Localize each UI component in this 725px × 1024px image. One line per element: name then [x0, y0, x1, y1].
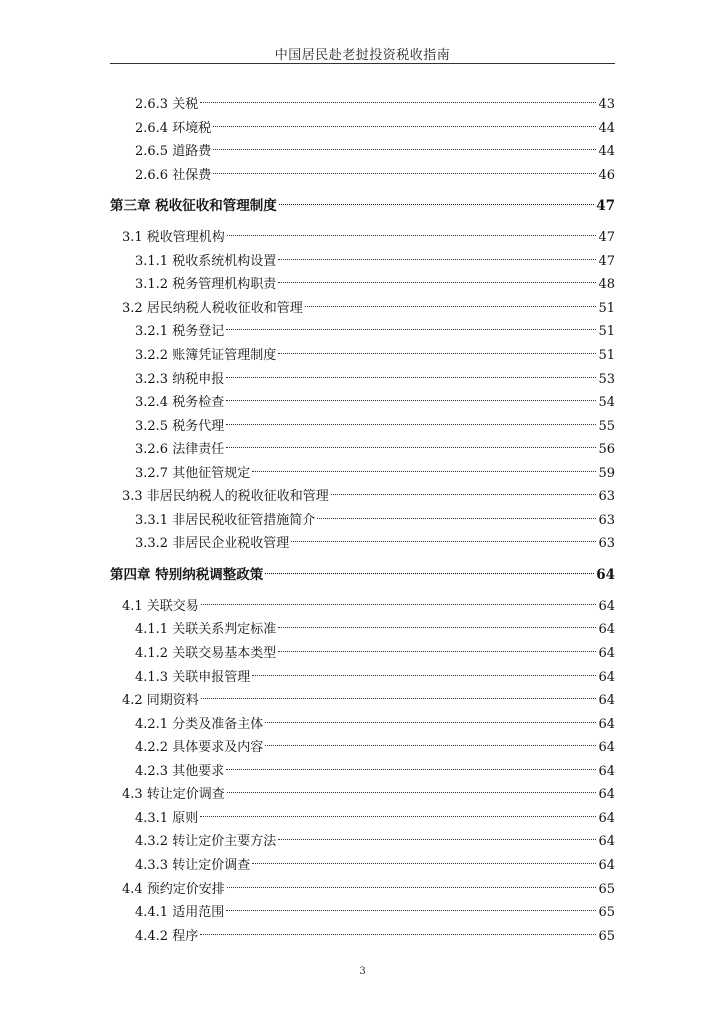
toc-entry-page: 47: [598, 253, 615, 269]
toc-entry-label: 2.6.6 社保费: [135, 167, 212, 183]
toc-entry[interactable]: [135, 385, 615, 411]
toc-entry[interactable]: [135, 338, 615, 363]
toc-entry[interactable]: [135, 87, 615, 112]
toc-leader-dots: [317, 498, 596, 519]
toc-entry[interactable]: [122, 777, 615, 803]
toc-entry[interactable]: [135, 707, 615, 732]
toc-entry-page: 64: [598, 693, 615, 709]
toc-leader-dots: [265, 702, 596, 723]
toc-entry[interactable]: [135, 111, 615, 136]
toc-entry-label: 4.2.1 分类及准备主体: [135, 716, 264, 732]
toc-entry-label: 4.3.2 转让定价主要方法: [135, 834, 277, 850]
toc-leader-dots: [226, 749, 596, 770]
toc-leader-dots: [226, 890, 596, 911]
toc-leader-dots: [278, 607, 596, 628]
toc-leader-dots: [213, 106, 596, 127]
toc-leader-dots: [279, 184, 595, 205]
toc-entry-label: 4.1.2 关联交易基本类型: [135, 646, 277, 661]
toc-entry-page: 47: [596, 198, 615, 215]
toc-entry-label: 3.2.1 税务登记: [135, 324, 225, 340]
toc-entry-page: 51: [598, 324, 615, 340]
toc-entry[interactable]: [122, 683, 615, 709]
toc-entry-label: 3.2.5 税务代理: [135, 418, 225, 434]
toc-entry-page: 64: [598, 622, 615, 638]
toc-entry-page: 55: [598, 418, 615, 434]
toc-entry-label: 2.6.3 关税: [135, 97, 199, 112]
toc-entry-page: 64: [596, 566, 615, 583]
toc-leader-dots: [227, 867, 597, 888]
toc-entry-page: 59: [598, 465, 615, 481]
toc-entry[interactable]: [135, 895, 615, 921]
toc-entry-page: 44: [598, 120, 615, 136]
toc-entry[interactable]: [135, 267, 615, 293]
toc-entry-label: 3.3 非居民纳税人的税收征收和管理: [122, 489, 329, 505]
toc-entry[interactable]: [135, 456, 615, 481]
toc-entry[interactable]: [122, 291, 615, 316]
toc-entry-label: 4.2 同期资料: [122, 693, 199, 709]
toc-entry-label: 4.1.3 关联申报管理: [135, 669, 251, 685]
toc-entry-page: 51: [598, 347, 615, 363]
toc-entry-page: 65: [598, 905, 615, 921]
toc-leader-dots: [278, 631, 596, 652]
toc-entry[interactable]: [135, 526, 615, 552]
toc-entry[interactable]: [135, 754, 615, 779]
toc-entry-label: 3.3.2 非居民企业税收管理: [135, 536, 290, 552]
toc-entry-page: 63: [598, 489, 615, 505]
toc-entry-page: 64: [598, 810, 615, 826]
toc-leader-dots: [278, 239, 596, 260]
toc-chapter-entry[interactable]: [110, 558, 615, 583]
toc-entry-page: 64: [598, 857, 615, 873]
header-divider: [110, 63, 615, 64]
toc-leader-dots: [200, 914, 596, 935]
toc-entry[interactable]: [122, 589, 615, 614]
toc-entry-page: 65: [598, 928, 615, 944]
toc-entry[interactable]: [135, 919, 615, 944]
toc-entry-page: 48: [598, 277, 615, 293]
toc-leader-dots: [278, 333, 596, 354]
toc-leader-dots: [265, 725, 596, 746]
toc-entry-label: 3.2.2 账簿凭证管理制度: [135, 347, 277, 363]
toc-entry-label: 2.6.4 环境税: [135, 120, 212, 136]
toc-entry-label: 2.6.5 道路费: [135, 144, 212, 160]
toc-entry-label: 第三章 税收征收和管理制度: [110, 198, 277, 215]
toc-entry-label: 3.1 税收管理机构: [122, 230, 225, 246]
toc-entry-page: 65: [598, 881, 615, 897]
toc-entry-page: 44: [598, 144, 615, 160]
toc-leader-dots: [213, 153, 596, 174]
toc-entry[interactable]: [122, 872, 615, 897]
toc-entry[interactable]: [135, 314, 615, 340]
page-number: 3: [359, 966, 366, 977]
toc-entry-page: 63: [598, 512, 615, 528]
toc-leader-dots: [265, 553, 594, 574]
toc-leader-dots: [278, 262, 596, 283]
toc-leader-dots: [227, 772, 597, 793]
toc-leader-dots: [291, 521, 596, 542]
toc-entry-label: 4.2.2 具体要求及内容: [135, 740, 264, 756]
toc-entry[interactable]: [135, 432, 615, 458]
toc-entry[interactable]: [135, 636, 615, 661]
toc-leader-dots: [226, 357, 596, 378]
toc-entry-label: 3.2.3 纳税申报: [135, 371, 225, 387]
toc-entry-page: 64: [598, 646, 615, 661]
toc-entry[interactable]: [135, 801, 615, 826]
toc-entry-page: 64: [598, 716, 615, 732]
toc-leader-dots: [278, 819, 596, 840]
toc-entry[interactable]: [135, 362, 615, 387]
toc-chapter-entry[interactable]: [110, 189, 615, 215]
toc-entry-label: 3.2.6 法律责任: [135, 442, 225, 458]
toc-entry-label: 4.2.3 其他要求: [135, 763, 225, 779]
toc-entry-page: 64: [598, 669, 615, 685]
toc-entry-page: 54: [598, 395, 615, 411]
toc-entry-page: 47: [598, 230, 615, 246]
toc-entry-label: 4.3 转让定价调查: [122, 787, 225, 803]
toc-entry-label: 3.2.4 税务检查: [135, 395, 225, 411]
toc-entry-label: 3.2 居民纳税人税收征收和管理: [122, 300, 303, 316]
toc-entry-label: 4.1 关联交易: [122, 598, 199, 614]
toc-entry[interactable]: [135, 612, 615, 638]
toc-leader-dots: [252, 451, 596, 472]
toc-entry[interactable]: [135, 244, 615, 269]
toc-entry-page: 53: [598, 371, 615, 387]
toc-entry[interactable]: [135, 660, 615, 685]
toc-entry-page: 64: [598, 787, 615, 803]
toc-leader-dots: [226, 404, 596, 425]
toc-entry-label: 4.3.1 原则: [135, 810, 199, 826]
toc-entry-label: 4.4.1 适用范围: [135, 905, 225, 921]
toc-entry-page: 64: [598, 834, 615, 850]
running-header: 中国居民赴老挝投资税收指南: [274, 48, 451, 63]
toc-leader-dots: [200, 796, 596, 817]
toc-leader-dots: [226, 309, 596, 330]
toc-entry-label: 第四章 特别纳税调整政策: [110, 566, 264, 583]
toc-entry-page: 64: [598, 598, 615, 614]
toc-leader-dots: [305, 286, 597, 307]
toc-entry[interactable]: [122, 220, 615, 246]
toc-leader-dots: [226, 380, 596, 401]
toc-leader-dots: [213, 129, 596, 150]
toc-entry-page: 46: [598, 167, 615, 183]
toc-entry-label: 4.4.2 程序: [135, 928, 199, 944]
toc-entry[interactable]: [122, 479, 615, 505]
toc-entry-label: 3.1.1 税收系统机构设置: [135, 253, 277, 269]
toc-leader-dots: [201, 678, 597, 699]
toc-entry-page: 43: [598, 97, 615, 112]
toc-entry[interactable]: [135, 730, 615, 756]
toc-entry-page: 63: [598, 536, 615, 552]
toc-leader-dots: [226, 427, 596, 448]
toc-entry-label: 3.3.1 非居民税收征管措施简介: [135, 512, 316, 528]
toc-entry-page: 51: [598, 300, 615, 316]
toc-entry[interactable]: [135, 503, 615, 528]
toc-entry-page: 56: [598, 442, 615, 458]
toc-entry[interactable]: [135, 824, 615, 850]
toc-entry-page: 64: [598, 763, 615, 779]
toc-leader-dots: [252, 843, 596, 864]
toc-leader-dots: [252, 655, 596, 676]
toc-entry[interactable]: [135, 158, 615, 183]
toc-entry-label: 4.4 预约定价安排: [122, 881, 225, 897]
toc-entry[interactable]: [135, 848, 615, 873]
toc-entry-label: 4.3.3 转让定价调查: [135, 857, 251, 873]
toc-entry-label: 3.1.2 税务管理机构职责: [135, 277, 277, 293]
toc-entry-label: 4.1.1 关联关系判定标准: [135, 622, 277, 638]
toc-leader-dots: [331, 474, 597, 495]
toc-entry-label: 3.2.7 其他征管规定: [135, 465, 251, 481]
toc-entry-page: 64: [598, 740, 615, 756]
toc-leader-dots: [201, 584, 597, 605]
toc-leader-dots: [200, 82, 596, 103]
toc-entry[interactable]: [135, 134, 615, 160]
toc-leader-dots: [227, 215, 597, 236]
toc-entry[interactable]: [135, 409, 615, 434]
